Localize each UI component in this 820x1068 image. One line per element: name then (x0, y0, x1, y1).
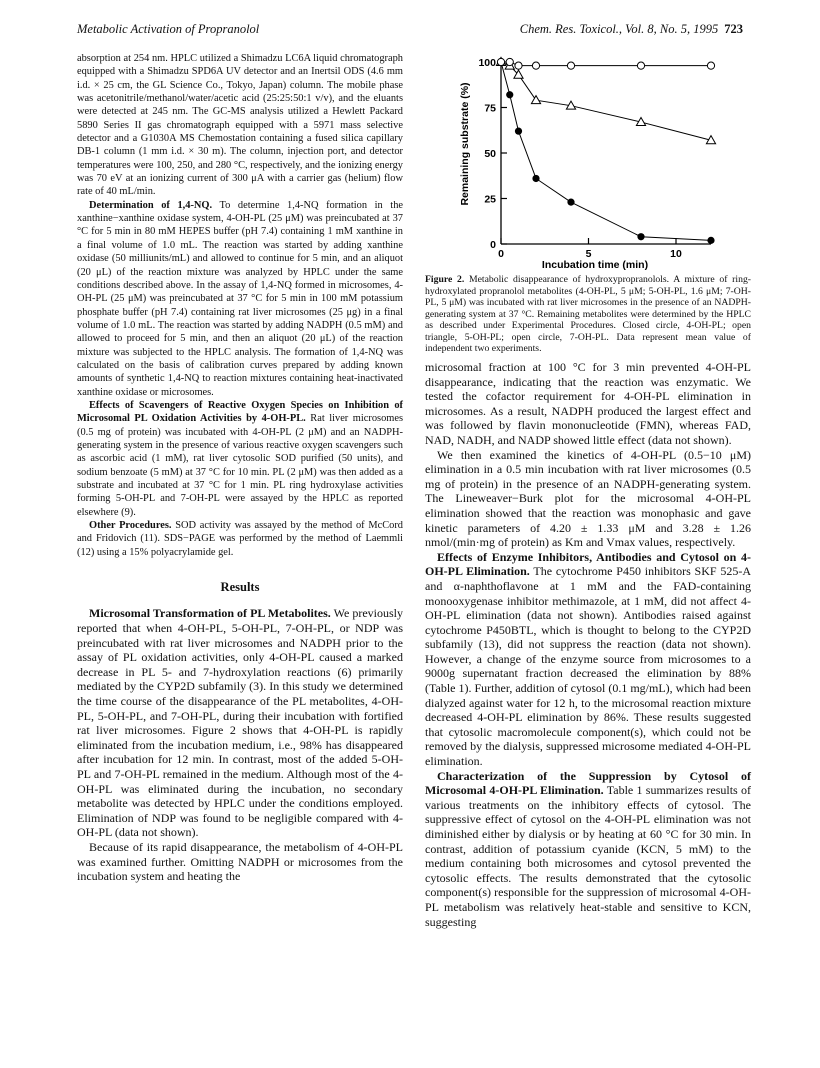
x-axis-label: Incubation time (min) (541, 259, 649, 271)
subheading-inhibitors: Effects of Enzyme Inhibitors, Antibodies and Cytosol on 4-OH-PL Elimination. (425, 549, 751, 579)
paragraph-text: SOD activity was assayed by the method of McCord and Fridovich (11). SDS−PAGE was performed by the method of Laemmli (12) using a 15% polyacrylamide gel. (77, 520, 403, 558)
y-tick-label: 50 (484, 148, 496, 160)
paragraph-text: The cytochrome P450 inhibitors SKF 525-A and α-naphthoflavone at 1 mM and the FAD-containing monooxygenase inhibitor methimazole, at 1 mM, did not affect 4-OH-PL elimination (data not shown). Antibodies raised against cytochrome P450BTL, which is thought to belong to the CYP2D subfamily (13), did not suppress the reaction (data not shown). However, a change of the enzyme source from microsomes to a 9000g supernatant fraction decreased the elimination by 88% (Table 1). Further, addition of cytosol (0.1 mg/mL), which had been dialyzed against water for 12 h, to the microsomal reaction mixture decreased 4-OH-PL elimination by 86%. These results suggested that cytosolic macromolecule component(s), which could not be removed by the dialysis, suppressed microsome mediated 4-OH-PL elimination. (425, 564, 752, 769)
results-paragraph-heat: microsomal fraction at 100 °C for 3 min prevented 4-OH-PL disappearance, indicating that the reaction was enzymatic. We tested the cofactor requirement for 4-OH-PL elimination in microsomes. As a result, NADPH produced the largest effect and was followed by flavin mononucleotide (FMN), whereas FAD, NAD, NADH, and NADP showed little effect (data not shown). (425, 360, 751, 447)
results-paragraph-transformation (77, 606, 403, 840)
plot-area (478, 57, 715, 260)
page-number: 723 (724, 22, 743, 36)
subheading-scavengers: Effects of Scavengers of Reactive Oxygen Species on Inhibition of Microsomal PL Oxidation Activities by 4-OH-PL. (77, 399, 403, 425)
figure-caption-label: Figure 2. (425, 274, 465, 285)
subheading-transformation: Microsomal Transformation of PL Metabolites. (89, 606, 331, 621)
x-tick-label: 5 (585, 248, 592, 260)
journal-citation: Chem. Res. Toxicol., Vol. 8, No. 5, 1995 (519, 22, 719, 36)
data-point-closed-circle (532, 175, 539, 182)
data-point-closed-circle (567, 199, 574, 206)
data-point-open-circle (515, 62, 522, 69)
figure-caption-text: Metabolic disappearance of hydroxypropranolols. A mixture of ring-hydroxylated propranolol metabolites (4-OH-PL, 5 μM; 5-OH-PL, 1.6 μM; 7-OH-PL, 5 μM) was incubated with rat liver microsomes in the presence of an NADPH-generating system at 37 °C. Remaining metabolites were determined by the HPLC as described under Experimental Procedures. Closed circle, 4-OH-PL; open triangle, 5-OH-PL; open circle, 7-OH-PL. Data represent mean value of independent two experiments. (425, 274, 752, 354)
running-header-title: Metabolic Activation of Propranolol (77, 22, 260, 36)
subheading-suppression: Characterization of the Suppression by Cytosol of Microsomal 4-OH-PL Elimination. (425, 768, 751, 798)
results-paragraph-metabolism: Because of its rapid disappearance, the metabolism of 4-OH-PL was examined further. Omitting NADPH or microsomes from the incubation system and heating the (77, 839, 403, 884)
methods-paragraph-scavengers (77, 399, 403, 519)
data-point-open-circle (637, 62, 644, 69)
data-point-closed-circle (707, 237, 714, 244)
subheading-other: Other Procedures. (89, 520, 172, 532)
data-point-closed-circle (637, 233, 644, 240)
running-header-journal (520, 22, 743, 37)
subheading-nq: Determination of 1,4-NQ. (89, 199, 213, 211)
paragraph-text: Rat liver microsomes (0.5 mg of protein) was incubated with 4-OH-PL (2 μM) and an NADPH-generating system in the presence of various reactive oxygen scavengers such as ascorbic acid (1 mM), rat liver cytosolic SOD purified (50 units), and sodium benzoate (5 mM) at 37 °C for 10 min. PL (2 μM) was then added as a substrate and incubated at 37 °C for 1 min. PL ring hydroxylase activities forming 5-OH-PL and 7-OH-PL were assayed by the HPLC as reported elsewhere (9). (77, 413, 404, 518)
data-point-open-circle (567, 62, 574, 69)
figure-2-chart (425, 46, 751, 274)
y-tick-label: 25 (484, 193, 496, 206)
data-point-open-triangle (531, 96, 540, 104)
results-paragraph-kinetics: We then examined the kinetics of 4-OH-PL (0.5−10 μM) elimination in a 0.5 min incubation with rat liver microsomes (0.5 mg of protein) in the presence of an NADPH-generating system. The Lineweaver−Burk plot for the microsomal 4-OH-PL elimination showed that the reaction was monophasic and gave kinetic parameters of 4.20 ± 1.33 μM and 3.28 ± 1.26 nmol/(min·mg of protein) as Km and Vmax values, respectively. (425, 447, 751, 550)
results-paragraph-suppression (425, 769, 751, 930)
y-tick-label: 75 (484, 102, 496, 115)
data-point-closed-circle (515, 128, 522, 135)
paragraph-text: We previously reported that when 4-OH-PL, 5-OH-PL, 7-OH-PL, or NDP was preincubated with rat liver microsomes and NADPH prior to the assay of PL oxidation activities, only 4-OH-PL caused a marked decrease in PL 5- and 7-hydroxylation reactions (6) primarily mediated by the CYP2D subfamily (3). In this study we determined the time course of the disappearance of the PL metabolites, 4-OH-PL, 5-OH-PL, and 7-OH-PL, during their incubation with fortified rat liver microsomes. Figure 2 shows that 4-OH-PL is rapidly eliminated from the incubation medium, i.e., 98% has disappeared after incubation for 12 min. In contrast, most of the added 5-OH-PL and 7-OH-PL remained in the medium. Although most of the 4-OH-PL was eliminated during the incubation, no secondary metabolite was detected by HPLC under the conditions employed. Elimination of NDP was found to be negligible compared with 4-OH-PL (data not shown). (77, 606, 403, 840)
x-tick-label: 0 (498, 248, 504, 260)
methods-paragraph-nq (77, 199, 403, 399)
data-point-open-circle (532, 62, 539, 69)
paragraph-text: Table 1 summarizes results of various treatments on the inhibitory effects of cytosol. The suppressive effect of cytosol on the 4-OH-PL elimination was not diminished either by dialysis or by heating at 60 °C for 30 min. In contrast, addition of potassium cyanide (KCN, 5 mM) to the medium containing both microsomes and cytosol prevented the cytosolic effects. The results demonstrated that the cytosolic component(s) responsible for the suppression of microsomal 4-OH-PL metabolism was relatively heat-stable and sensitive to KCN, suggesting (425, 783, 752, 929)
y-tick-label: 100 (478, 57, 496, 69)
methods-paragraph-hplc: absorption at 254 nm. HPLC utilized a Shimadzu LC6A liquid chromatograph equipped with a Shimadzu SPD6A UV detector and an Inertsil ODS (4.6 mm i.d. × 25 cm, the GL Science Co., Tokyo, Japan) column. The mobile phase was acetonitrile/methanol/water/acetic acid (25:25:50:1 v/v), and the eluants were detected at 245 nm. The GC-MS analysis utilized a Hewlett Packard 5890 Series II gas chromatograph equipped with a 5971 mass selective detector and a G1030A MS Chemostation containing a fused silica capillary DB-1 column (1 mm i.d. × 30 m). The column, injection port, and detector temperatures were 100, 250, and 280 °C, respectively, and the ionizing energy was 70 eV at an ionizing current of 300 μA with a carrier gas (helium) flow rate of 40 mL/min. (77, 53, 403, 198)
figure-caption (425, 274, 751, 355)
data-point-closed-circle (506, 91, 513, 98)
results-body (77, 606, 403, 883)
results-paragraph-inhibitors (425, 550, 751, 769)
series-line-closed-circle (501, 62, 711, 240)
data-point-open-circle (497, 58, 504, 65)
data-point-open-circle (506, 58, 513, 65)
x-tick-label: 10 (670, 248, 682, 260)
data-point-open-circle (707, 62, 714, 69)
left-column (77, 52, 403, 884)
right-column (425, 360, 751, 929)
y-axis-label: Remaining substrate (%) (459, 82, 471, 206)
paragraph-text: To determine 1,4-NQ formation in the xanthine−xanthine oxidase system, 4-OH-PL (25 μM) was preincubated at 37 °C for 5 min in 80 mM HEPES buffer (pH 7.4) containing 1 mM xanthine in a final volume of 1.0 mL. The reaction was started by adding xanthine oxidase (50 milliunits/mL) and allowed to continue for 5 min, and an aliquot (20 μL) of the reaction mixture was analyzed by HPLC under the same conditions described above. In the assay of 1,4-NQ formed in microsomes, 4-OH-PL (25 μM) was preincubated at 37 °C for 5 min in 100 mM potassium phosphate buffer (pH 7.4) containing rat liver microsomes (25 μg) in a final volume of 1.0 mL. The reaction was started by adding NADPH (0.5 mM) and allowed to proceed for 5 min, and then an aliquot (20 μL) of the reaction mixture was subjected to the HPLC analysis. The formation of 1,4-NQ was calculated on the basis of calibration curves prepared by adding known amounts of synthetic 1,4-NQ to reaction mixtures containing heat-inactivated xanthine oxidase or microsomes. (77, 199, 404, 398)
y-tick-label: 0 (490, 239, 496, 251)
section-heading-results: Results (220, 580, 260, 595)
methods-paragraph-other (77, 519, 403, 559)
